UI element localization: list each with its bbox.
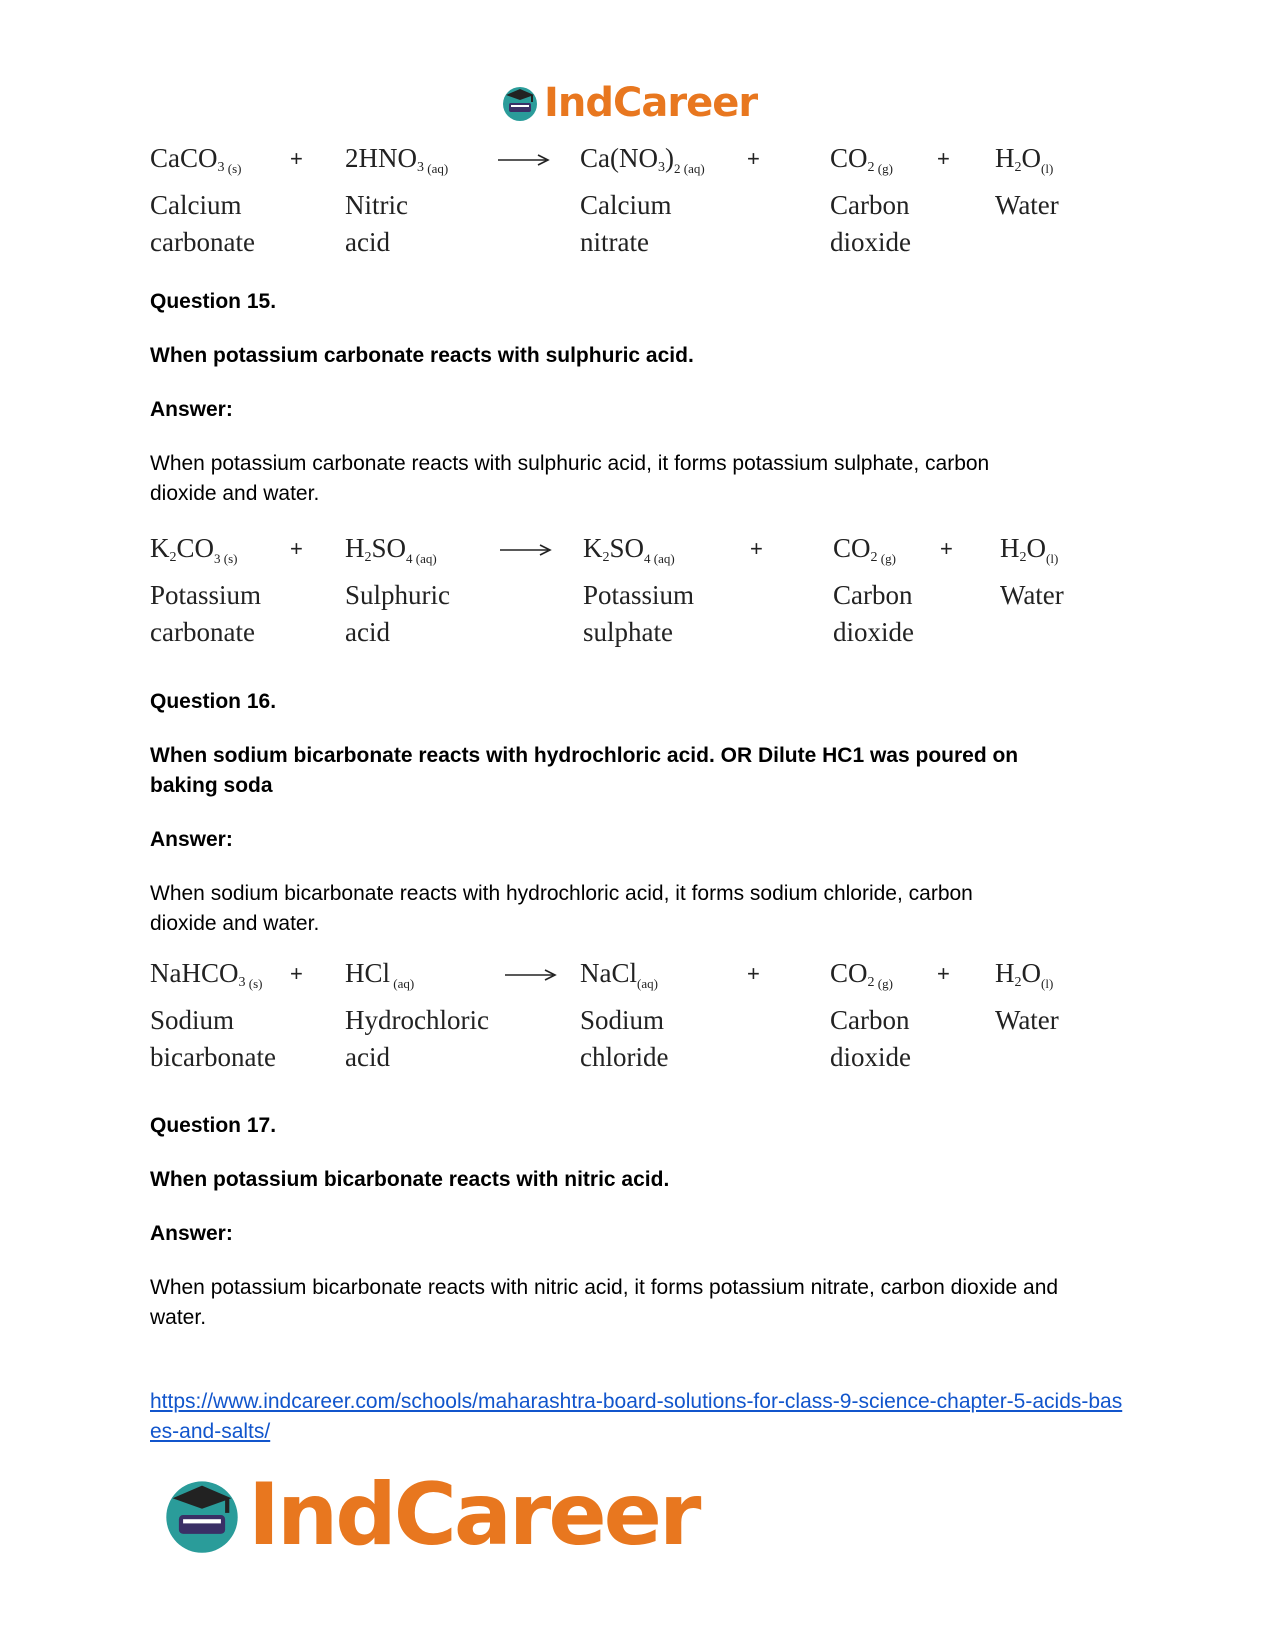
question-number: Question 17.	[150, 1114, 277, 1137]
question-number: Question 15.	[150, 290, 277, 313]
product-1: NaCl$_{(aq)}$ Sodium chloride	[580, 958, 669, 1072]
plus-sign: +	[290, 146, 303, 171]
answer-label: Answer:	[150, 828, 233, 851]
answer-label: Answer:	[150, 1222, 233, 1245]
reaction-arrow-icon	[500, 544, 552, 556]
answer-text: When potassium bicarbonate reacts with nitric acid, it forms potassium nitrate, carbon dioxide and water.	[150, 1276, 1059, 1329]
reactant-2: HCl $_{(aq)}$ Hydrochloric acid	[345, 958, 489, 1072]
chemical-equation-3	[150, 955, 1130, 1079]
question-prompt: When potassium carbonate reacts with sulphuric acid.	[150, 344, 694, 367]
answer-label: Answer:	[150, 398, 233, 421]
product-2: $CO_2$ $_{(g)}$ Carbon dioxide	[830, 958, 911, 1072]
reaction-arrow-icon	[505, 969, 557, 981]
reactant-1: $K_2CO_{3 (s)}$ Potassium carbonate	[150, 533, 262, 647]
answer-text: When potassium carbonate reacts with sulphuric acid, it forms potassium sulphate, carbon dioxide and water.	[150, 452, 990, 505]
reactant-2: $2HNO_3$ $_{(aq)}$ Nitric acid	[345, 143, 449, 257]
graduation-book-globe-icon	[500, 83, 540, 123]
plus-sign: +	[937, 146, 950, 171]
product-1: $K_2SO_{4 (aq)}$ Potassium sulphate	[583, 533, 695, 647]
chemical-equation-1	[150, 140, 1130, 264]
product-3: $H_2O_{(l)}$ Water	[995, 143, 1059, 220]
indcareer-logo-top	[500, 78, 757, 128]
product-2: $CO_2$ $_{(g)}$ Carbon dioxide	[830, 143, 911, 257]
plus-sign: +	[290, 961, 303, 986]
reactant-1: NaHCO$_3$ $_{(s)}$ Sodium bicarbonate	[150, 958, 276, 1072]
product-3: $H_2O_{(l)}$ Water	[995, 958, 1059, 1035]
brand-name: IndCareer	[544, 80, 758, 126]
plus-sign: +	[290, 536, 303, 561]
product-3: $H_2O_{(l)}$ Water	[1000, 533, 1064, 610]
product-1: $Ca(NO_3)_{2 (aq)}$ Calcium nitrate	[580, 143, 705, 257]
question-prompt: When potassium bicarbonate reacts with nitric acid.	[150, 1168, 670, 1191]
question-number: Question 16.	[150, 690, 277, 713]
source-url-link[interactable]: https://www.indcareer.com/schools/maharashtra-board-solutions-for-class-9-science-chapter-5-acids-bases-and-salts/	[150, 1390, 1123, 1443]
indcareer-logo-bottom	[160, 1465, 699, 1565]
chemical-equation-2	[150, 530, 1130, 654]
reaction-arrow-icon	[498, 154, 550, 166]
plus-sign: +	[937, 961, 950, 986]
answer-text: When sodium bicarbonate reacts with hydrochloric acid, it forms sodium chloride, carbon dioxide and water.	[150, 882, 973, 935]
brand-name: IndCareer	[248, 1465, 699, 1565]
plus-sign: +	[747, 146, 760, 171]
plus-sign: +	[747, 961, 760, 986]
reactant-2: $H_2SO_{4 (aq)}$ Sulphuric acid	[345, 533, 450, 647]
graduation-book-globe-icon	[160, 1473, 244, 1557]
reactant-1: CaCO$_3$ $_{(s)}$ Calcium carbonate	[150, 143, 255, 257]
plus-sign: +	[750, 536, 763, 561]
product-2: $CO_2$ $_{(g)}$ Carbon dioxide	[833, 533, 914, 647]
plus-sign: +	[940, 536, 953, 561]
question-prompt: When sodium bicarbonate reacts with hydrochloric acid. OR Dilute HC1 was poured on baking soda	[150, 744, 1019, 797]
